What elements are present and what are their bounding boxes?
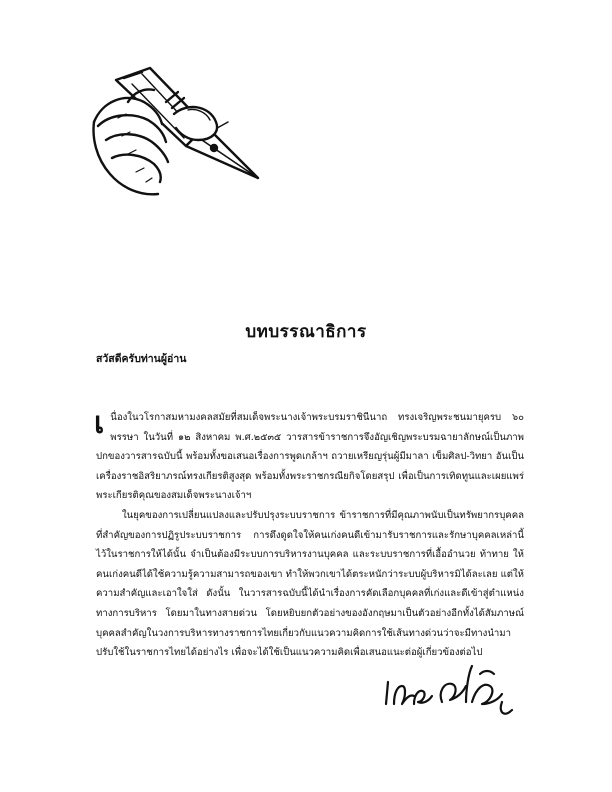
paragraph-1 (96, 408, 524, 506)
editor-signature (372, 652, 532, 722)
hand-holding-pen-icon (88, 62, 278, 222)
editorial-body (96, 408, 524, 663)
paragraph-2: ในยุคของการเปลี่ยนแปลงและปรับปรุงระบบราชการ ข้าราชการที่มีคุณภาพนับเป็นทรัพยากรบุคคลที่สำคัญของการปฏิรูประบบราชการ การดึงดูดใจให้คนเก่งคนดีเข้ามารับราชการและรักษาบุคคลเหล่านี้ไว้ในราชการให้ได้นั้น จำเป็นต้องมีระบบการบริหารงานบุคคล และระบบราชการที่เอื้ออำนวย ท้าทาย ให้คนเก่งคนดีได้ใช้ความรู้ความสามารถของเขา ทำให้พวกเขาได้ตระหนักว่าระบบผู้บริหารมิได้ละเลย แต่ให้ความสำคัญและเอาใจใส่ ดังนั้น ในวารสารฉบับนี้ได้นำเรื่องการคัดเลือกบุคคลที่เก่งและดีเข้าสู่ตำแหน่งทางการบริหาร โดยมาในทางสายด่วน โดยหยิบยกตัวอย่างของอังกฤษมาเป็นตัวอย่างอีกทั้งได้สัมภาษณ์บุคคลสำคัญในวงการบริหารทางราชการไทยเกี่ยวกับแนวความคิดการใช้เส้นทางด่วนว่าจะมีทางนำมาปรับใช้ในราชการไทยได้อย่างไร เพื่อจะได้ใช้เป็นแนวความคิดเพื่อเสนอแนะต่อผู้เกี่ยวข้องต่อไป (96, 509, 524, 659)
paragraph-1-text: นื่องในวโรกาสมหามงคลสมัยที่สมเด็จพระนางเจ้าพระบรมราชินีนาถ ทรงเจริญพระชนมายุครบ ๖๐ พรรษา ในวันที่ ๑๒ สิงหาคม พ.ศ.๒๕๓๕ วารสารข้าราชการจึงอัญเชิญพระบรมฉายาลักษณ์เป็นภาพปกของวารสารฉบับนี้ พร้อมทั้งขอเสนอเรื่องการพูดเกล้าฯ ถวายเหรียญรุ่นผู้มีมาลา เข็มศิลป-วิทยา อันเป็นเครื่องราชอิสริยาภรณ์ทรงเกียรติสูงสุด พร้อมทั้งพระราชกรณียกิจโดยสรุป เพื่อเป็นการเทิดทูนและเผยแพร่พระเกียรติคุณของสมเด็จพระนางเจ้าฯ (96, 412, 524, 502)
page-title: บทบรรณาธิการ (245, 322, 367, 342)
greeting-text: สวัสดีครับท่านผู้อ่าน (96, 353, 187, 365)
drop-cap: เ (94, 406, 105, 441)
